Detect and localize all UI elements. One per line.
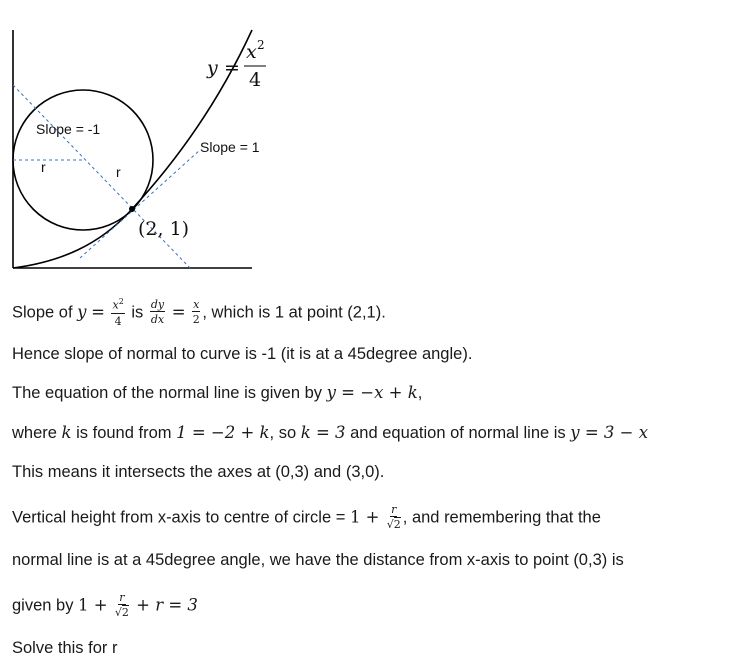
tangent-line	[80, 150, 200, 258]
l8-sqrt2: 2	[121, 606, 129, 619]
l6-fraction-r-over-sqrt2	[387, 504, 401, 530]
l4-and: and equation of normal line is	[345, 424, 571, 442]
l1-two: 2	[192, 313, 200, 327]
l4-where: where	[12, 424, 62, 442]
l1-fraction-x-over-2	[192, 299, 200, 325]
l8-fraction-r-over-sqrt2	[115, 592, 129, 618]
l1-dx: dx	[150, 313, 165, 327]
normal-line	[13, 85, 190, 268]
sqrt-icon: √	[386, 518, 394, 531]
l1-frac-exp: 2	[118, 297, 124, 306]
l6-text: Vertical height from x-axis to centre of circle =	[12, 508, 350, 527]
curve-label-eq: =	[224, 57, 240, 79]
l4-k: k	[61, 423, 72, 442]
curve-label-num: x	[246, 41, 257, 63]
curve-label-y: y	[207, 57, 218, 79]
geometry-figure	[0, 0, 300, 290]
slope-tangent-label: Slope = 1	[200, 139, 260, 155]
l8-text: given by	[12, 596, 79, 615]
line-normal-equation	[12, 383, 422, 403]
point-label: (2, 1)	[138, 218, 190, 240]
curve-label-den: 4	[249, 69, 262, 91]
l3-text: The equation of the normal line is given by	[12, 384, 327, 402]
l1-dy: dy	[150, 298, 165, 312]
l8-end: + r = 3	[130, 595, 198, 615]
l1-y: y	[77, 302, 87, 322]
tangent-point	[129, 206, 135, 212]
sqrt-icon: √	[114, 606, 122, 619]
l1-fraction-x2-over-4	[111, 298, 124, 327]
line-normal-angle: normal line is at a 45degree angle, we have the distance from x-axis to point (0,3) is	[12, 551, 624, 569]
line-find-k	[12, 423, 648, 443]
l1-end: , which is 1 at point (2,1).	[202, 303, 386, 322]
line-axis-intersections: This means it intersects the axes at (0,3) and (3,0).	[12, 463, 385, 481]
l1-is: is	[126, 303, 148, 322]
l8-r: r	[119, 591, 125, 604]
line-solve: Solve this for r	[12, 639, 118, 657]
l1-x: x	[193, 298, 200, 312]
line-slope-derivative	[12, 299, 386, 328]
l4-math2: k = 3	[300, 423, 346, 442]
l3-end: ,	[417, 384, 423, 402]
l6-r: r	[391, 503, 397, 516]
l1-frac-den: 4	[114, 314, 122, 328]
l4-found: is found from	[71, 424, 177, 442]
l6-one-plus: 1 +	[349, 507, 385, 527]
l1-eq: =	[91, 302, 105, 322]
l1-eq2: =	[171, 302, 186, 322]
l4-so: , so	[269, 424, 301, 442]
l8-one-plus: 1 +	[78, 595, 113, 615]
slope-normal-label: Slope = -1	[36, 121, 101, 137]
l4-math3: y = 3 − x	[570, 423, 649, 442]
l1-fraction-dydx	[150, 299, 165, 325]
radius-label-left: r	[41, 159, 46, 175]
curve-label-num-exp: 2	[257, 38, 265, 52]
l1-frac-num: x	[112, 298, 119, 312]
line-distance-equation	[12, 593, 198, 619]
radius-label-diag: r	[116, 164, 121, 180]
line-vertical-height	[12, 505, 601, 531]
l6-end: , and remembering that the	[402, 508, 601, 527]
l4-math1: 1 = −2 + k	[176, 423, 270, 442]
l1-text: Slope of	[12, 303, 78, 322]
line-normal-slope: Hence slope of normal to curve is -1 (it is at a 45degree angle).	[12, 345, 473, 363]
l6-sqrt2: 2	[393, 518, 401, 531]
l3-math: y = −x + k	[326, 383, 418, 402]
